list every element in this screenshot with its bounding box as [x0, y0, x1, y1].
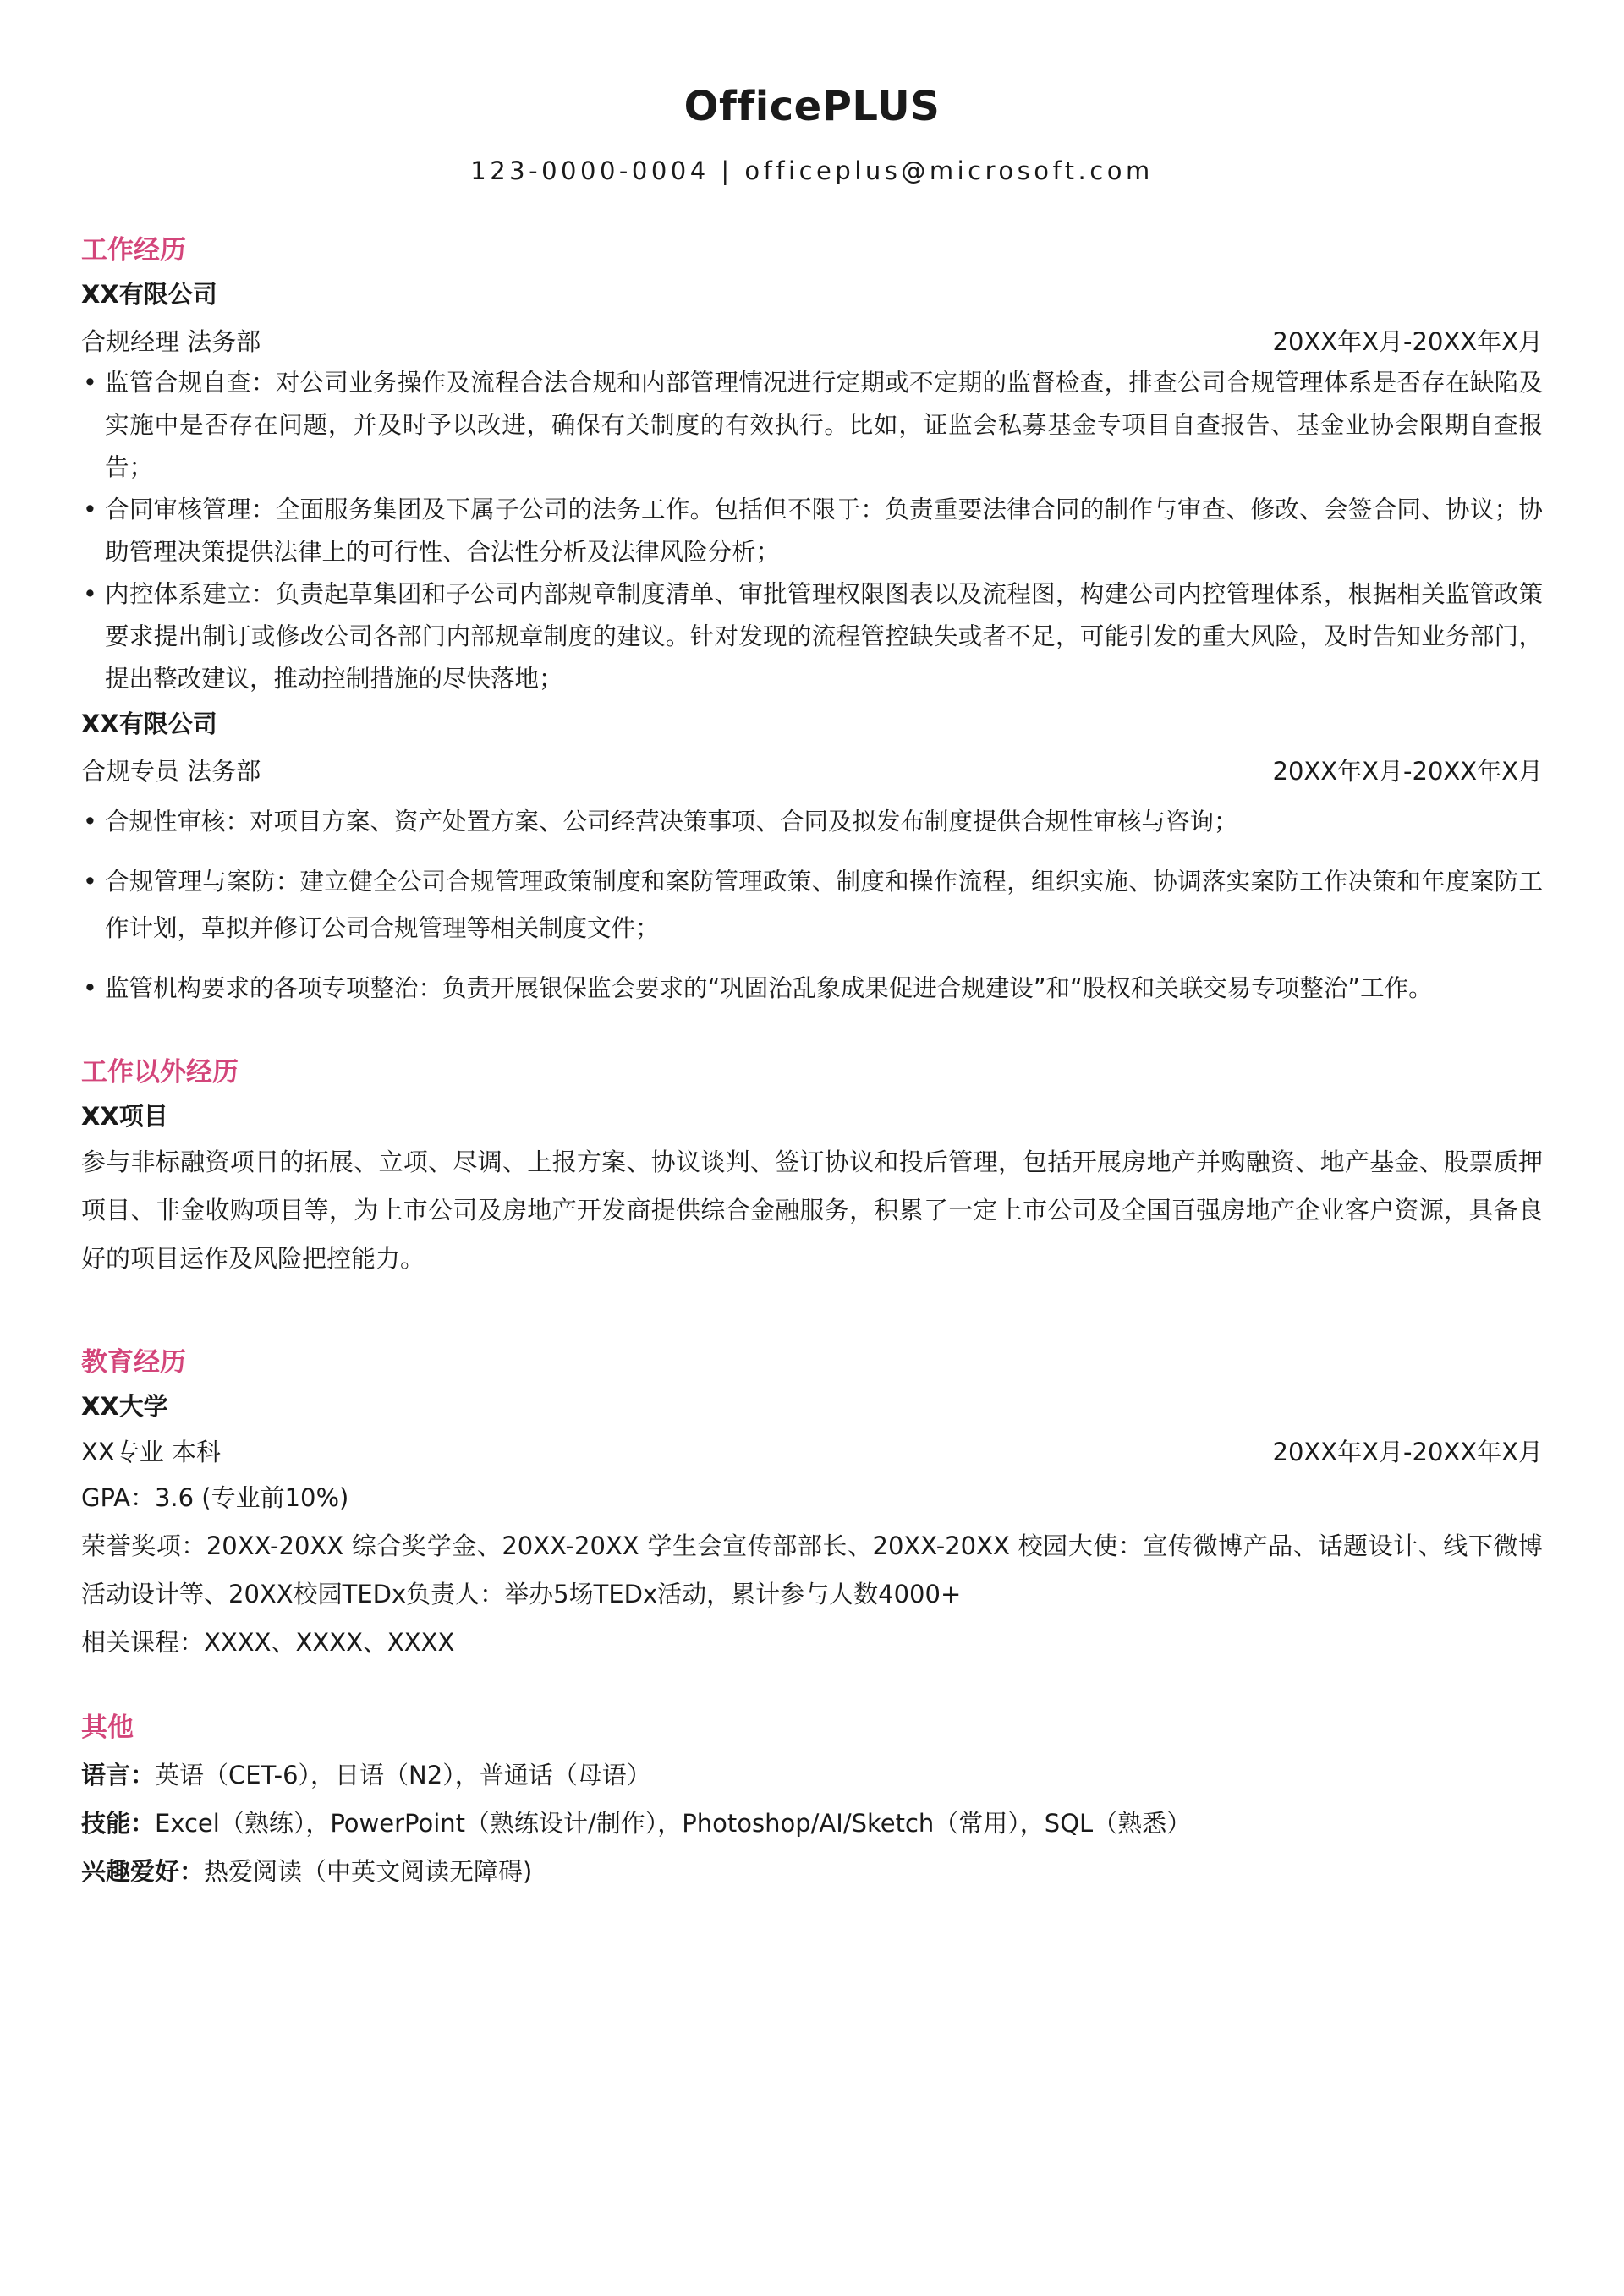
skills-line: [81, 1800, 1543, 1848]
company-name: XX有限公司: [81, 280, 217, 309]
project-name: XX项目: [81, 1102, 168, 1131]
work-section: [81, 232, 1543, 1011]
project-description: 参与非标融资项目的拓展、立项、尽调、上报方案、协议谈判、签订协议和投后管理，包括开展房地产并购融资、地产基金、股票质押项目、非金收购项目等，为上市公司及房地产开发商提供综合金融服务，积累了一定上市公司及全国百强房地产企业客户资源，具备良好的项目运作及风险把控能力。: [81, 1148, 1543, 1273]
job-meta-row: [81, 325, 1543, 359]
company-name: XX有限公司: [81, 710, 217, 738]
hobby-value: 热爱阅读（中英文阅读无障碍): [204, 1857, 533, 1886]
job-period: 20XX年X月-20XX年X月: [1272, 327, 1543, 356]
skills-label: 技能：: [81, 1809, 156, 1838]
job-bullet: • 合规性审核：对项目方案、资产处置方案、公司经营决策事项、合同及拟发布制度提供合规性审核与咨询；: [81, 798, 1543, 845]
other-section: [81, 1709, 1543, 1896]
job-bullets: [81, 798, 1543, 1011]
section-title-other: 其他: [81, 1712, 134, 1743]
job-bullet: • 监管合规自查：对公司业务操作及流程合法合规和内部管理情况进行定期或不定期的监督检查，排查公司合规管理体系是否存在缺陷及实施中是否存在问题，并及时予以改进，确保有关制度的有效执行。比如，证监会私募基金专项目自查报告、基金业协会限期自查报告；: [81, 362, 1543, 489]
job-meta-row: [81, 754, 1543, 788]
job-role: 合规经理 法务部: [81, 327, 261, 356]
education-courses: 相关课程：XXXX、XXXX、XXXX: [81, 1628, 455, 1657]
education-honors: 荣誉奖项：20XX-20XX 综合奖学金、20XX-20XX 学生会宣传部部长、20XX-20XX 校园大使：宣传微博产品、话题设计、线下微博活动设计等、20XX校园TEDx负责人：举办5场TEDx活动，累计参与人数4000+: [81, 1532, 1543, 1608]
education-meta-row: [81, 1435, 1543, 1469]
section-title-extra: 工作以外经历: [81, 1057, 239, 1088]
job-entry: [81, 707, 1543, 1011]
job-bullet: • 合规管理与案防：建立健全公司合规管理政策制度和案防管理政策、制度和操作流程，组织实施、协调落实案防工作决策和年度案防工作计划，草拟并修订公司合规管理等相关制度文件；: [81, 858, 1543, 951]
language-line: [81, 1751, 1543, 1800]
job-bullet: • 合同审核管理：全面服务集团及下属子公司的法务工作。包括但不限于：负责重要法律合同的制作与审查、修改、会签合同、协议；协助管理决策提供法律上的可行性、合法性分析及法律风险分析；: [81, 489, 1543, 573]
education-period: 20XX年X月-20XX年X月: [1272, 1438, 1543, 1466]
skills-value: Excel（熟练），PowerPoint（熟练设计/制作），Photoshop/AI/Sketch（常用），SQL（熟悉）: [155, 1809, 1192, 1838]
education-major: XX专业 本科: [81, 1438, 221, 1466]
hobby-label: 兴趣爱好：: [81, 1857, 205, 1886]
job-bullet: • 监管机构要求的各项专项整治：负责开展银保监会要求的“巩固治乱象成果促进合规建设”和“股权和关联交易专项整治”工作。: [81, 965, 1543, 1011]
job-bullets: [81, 362, 1543, 700]
job-entry: [81, 277, 1543, 700]
school-name: XX大学: [81, 1392, 168, 1421]
section-title-education: 教育经历: [81, 1347, 186, 1378]
extra-section: [81, 1054, 1543, 1283]
education-section: [81, 1344, 1543, 1667]
job-period: 20XX年X月-20XX年X月: [1272, 757, 1543, 786]
hobby-line: [81, 1848, 1543, 1896]
education-gpa: GPA：3.6 (专业前10%): [81, 1483, 349, 1512]
contact-info: 123-0000-0004 | officeplus@microsoft.com: [470, 156, 1154, 185]
job-role: 合规专员 法务部: [81, 757, 261, 786]
section-title-work: 工作经历: [81, 235, 186, 266]
job-bullet: • 内控体系建立：负责起草集团和子公司内部规章制度清单、审批管理权限图表以及流程图，构建公司内控管理体系，根据相关监管政策要求提出制订或修改公司各部门内部规章制度的建议。针对发现的流程管控缺失或者不足，可能引发的重大风险，及时告知业务部门，提出整改建议，推动控制措施的尽快落地；: [81, 573, 1543, 700]
candidate-name: OfficePLUS: [683, 83, 941, 130]
language-value: 英语（CET-6），日语（N2），普通话（母语）: [155, 1761, 651, 1789]
language-label: 语言：: [81, 1761, 156, 1789]
